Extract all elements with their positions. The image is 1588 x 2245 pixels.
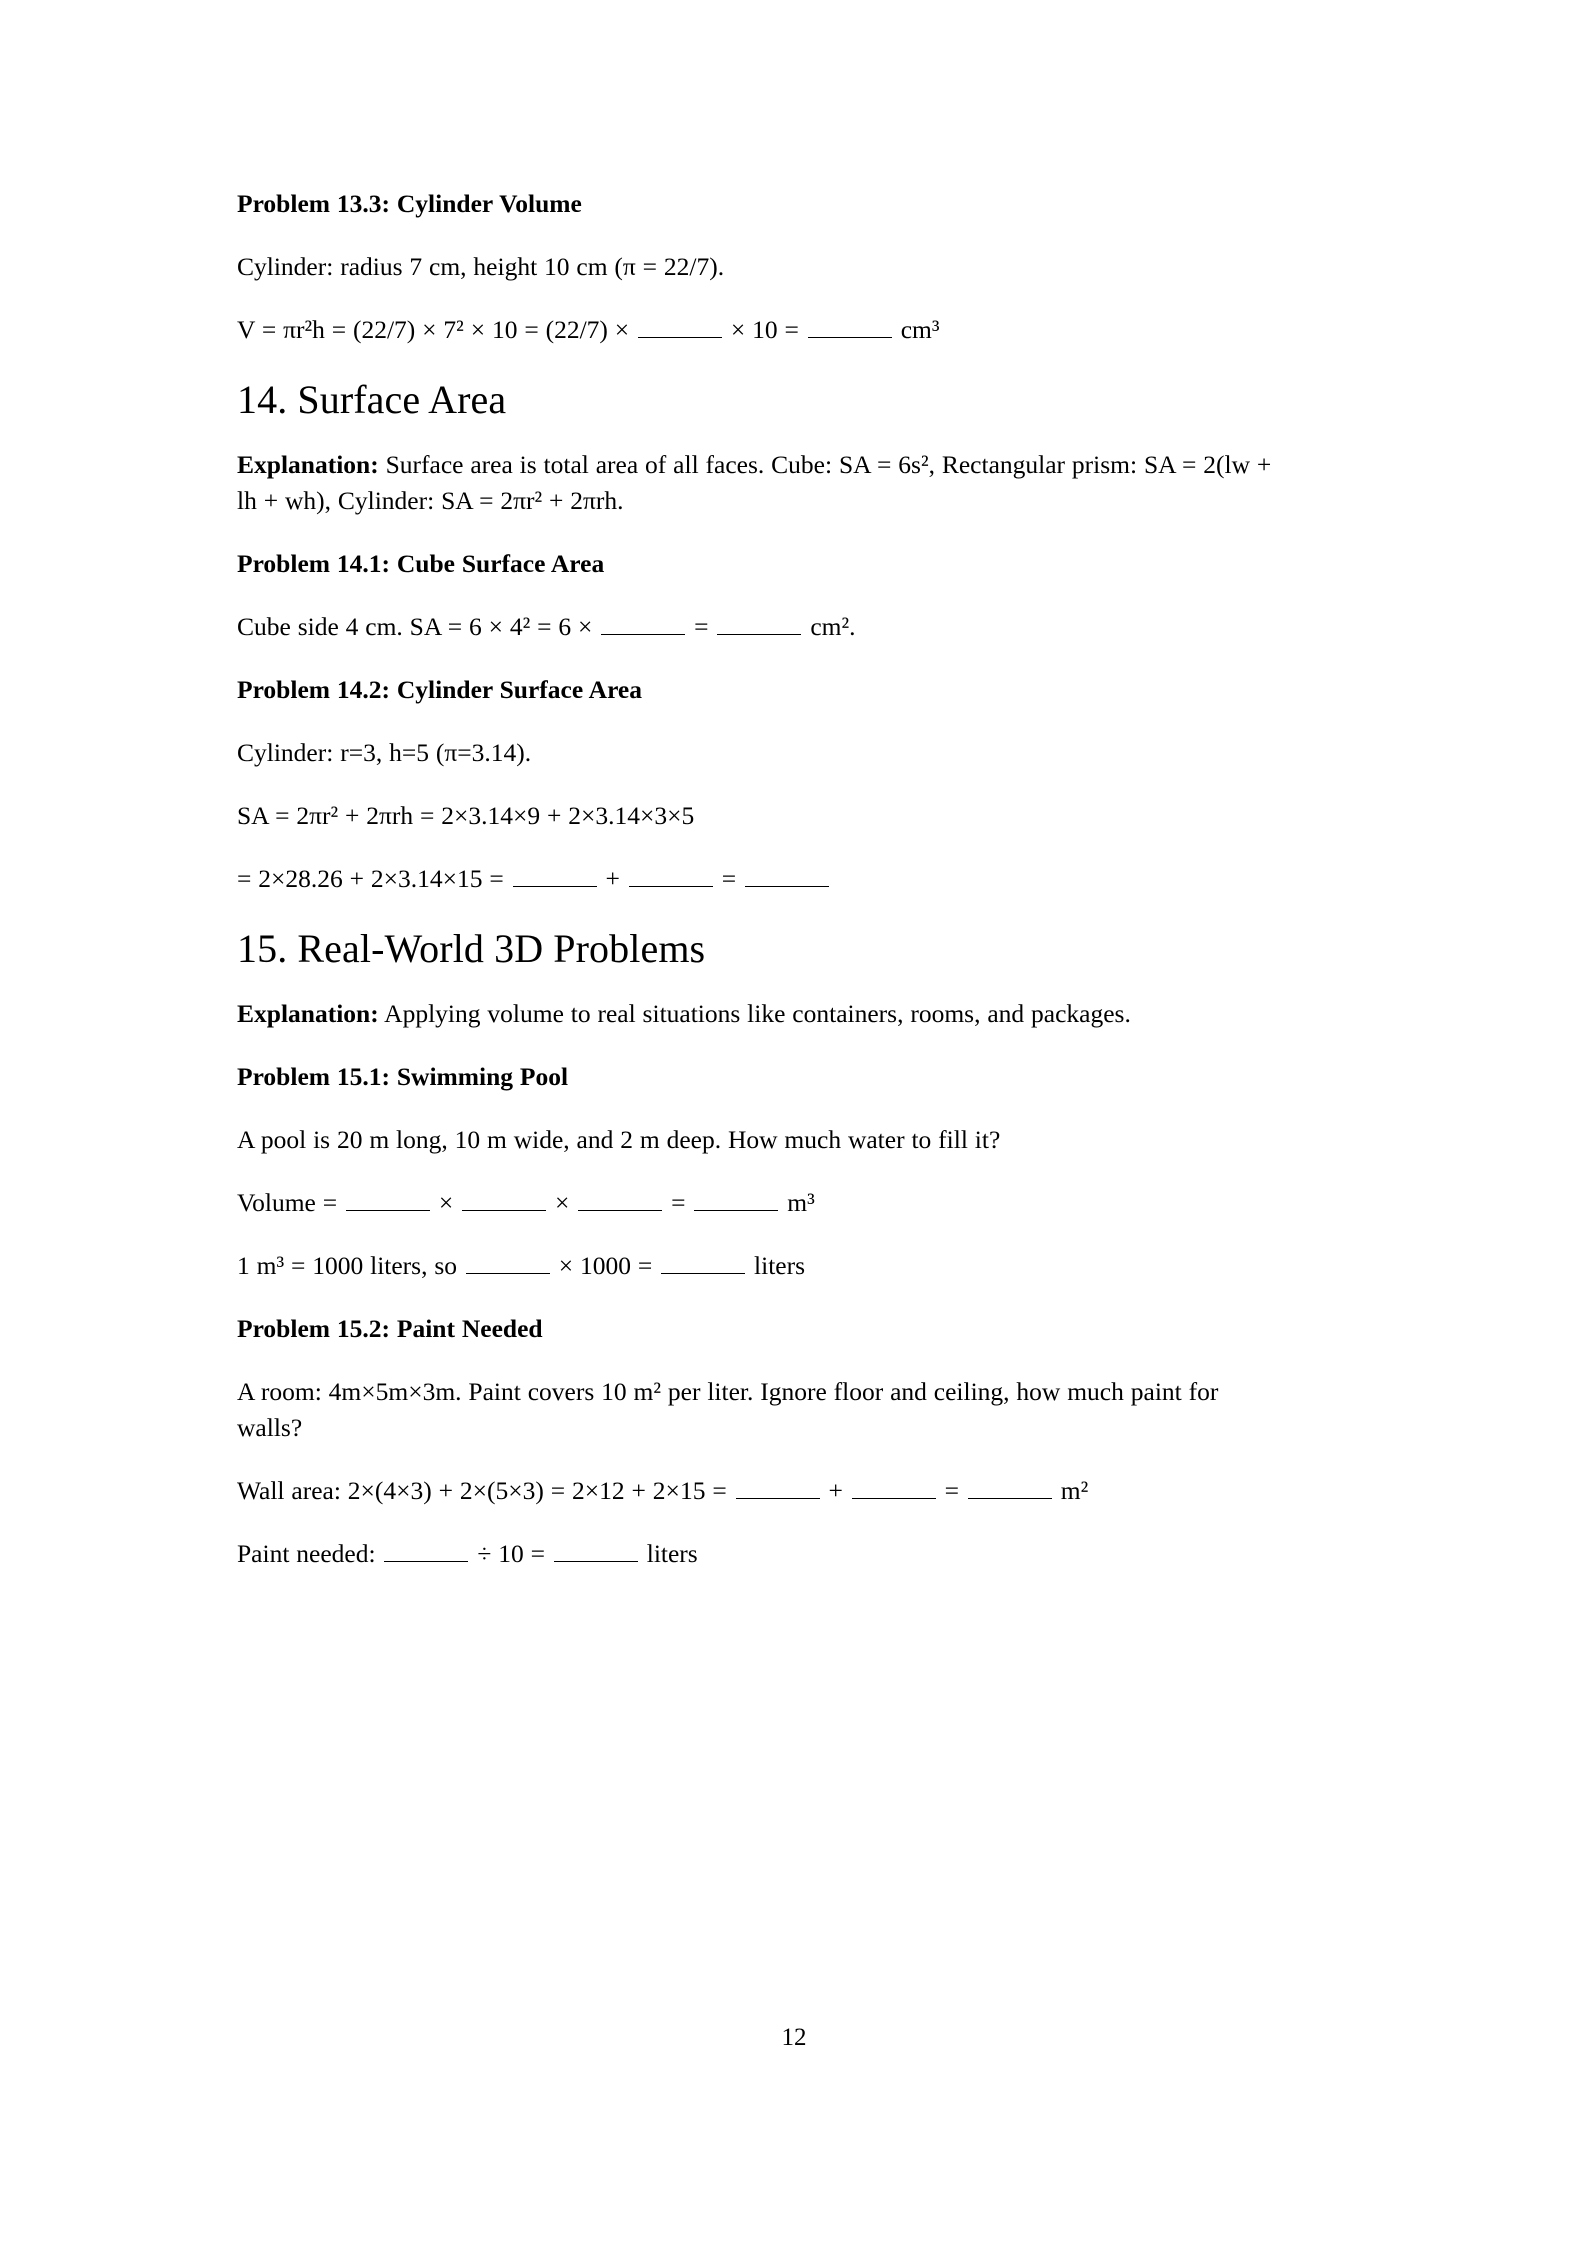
formula-segment: = — [664, 1188, 693, 1217]
formula-segment: × 1000 = — [551, 1251, 660, 1280]
problem-14-2-formula-line-2 — [237, 861, 1273, 897]
formula-segment: Volume = — [237, 1188, 344, 1217]
formula-segment: = — [937, 1476, 966, 1505]
answer-blank[interactable] — [638, 315, 722, 338]
answer-blank[interactable] — [462, 1188, 546, 1211]
problem-15-2-paint-line — [237, 1536, 1273, 1572]
answer-blank[interactable] — [629, 864, 713, 887]
problem-15-1-volume-line — [237, 1185, 1273, 1221]
page-content — [237, 186, 1273, 1599]
formula-segment: cm³ — [893, 315, 940, 344]
answer-blank[interactable] — [808, 315, 892, 338]
problem-14-1-formula-line — [237, 609, 1273, 645]
answer-blank[interactable] — [466, 1251, 550, 1274]
problem-14-1-heading: Problem 14.1: Cube Surface Area — [237, 549, 605, 578]
formula-segment: cm². — [803, 612, 856, 641]
answer-blank[interactable] — [384, 1539, 468, 1562]
answer-blank[interactable] — [968, 1476, 1052, 1499]
formula-segment: V = πr²h = (22/7) × 7² × 10 = (22/7) × — [237, 315, 637, 344]
formula-segment: liters — [747, 1251, 806, 1280]
formula-segment: = 2×28.26 + 2×3.14×15 = — [237, 864, 511, 893]
explanation-label: Explanation: — [237, 999, 379, 1028]
answer-blank[interactable] — [661, 1251, 745, 1274]
problem-14-2-formula-line-1: SA = 2πr² + 2πrh = 2×3.14×9 + 2×3.14×3×5 — [237, 801, 695, 830]
explanation-label: Explanation: — [237, 450, 379, 479]
answer-blank[interactable] — [513, 864, 597, 887]
formula-segment: liters — [639, 1539, 698, 1568]
problem-15-1-heading: Problem 15.1: Swimming Pool — [237, 1062, 569, 1091]
section-15-explanation — [237, 996, 1273, 1032]
formula-segment: Paint needed: — [237, 1539, 383, 1568]
problem-15-1-question: A pool is 20 m long, 10 m wide, and 2 m deep. How much water to fill it? — [237, 1125, 1001, 1154]
formula-segment: = — [714, 864, 743, 893]
section-heading-15: 15. Real-World 3D Problems — [237, 926, 706, 971]
answer-blank[interactable] — [736, 1476, 820, 1499]
answer-blank[interactable] — [717, 612, 801, 635]
answer-blank[interactable] — [852, 1476, 936, 1499]
formula-segment: m² — [1053, 1476, 1089, 1505]
problem-15-1-liters-line — [237, 1248, 1273, 1284]
section-heading-14: 14. Surface Area — [237, 377, 507, 422]
formula-segment: ÷ 10 = — [470, 1539, 552, 1568]
section-14-explanation — [237, 447, 1273, 519]
answer-blank[interactable] — [694, 1188, 778, 1211]
formula-segment: m³ — [780, 1188, 815, 1217]
formula-segment: × — [548, 1188, 577, 1217]
problem-14-2-heading: Problem 14.2: Cylinder Surface Area — [237, 675, 642, 704]
answer-blank[interactable] — [554, 1539, 638, 1562]
problem-15-2-question: A room: 4m×5m×3m. Paint covers 10 m² per liter. Ignore floor and ceiling, how much paint for walls? — [237, 1377, 1219, 1442]
formula-segment: + — [598, 864, 627, 893]
formula-segment: Wall area: 2×(4×3) + 2×(5×3) = 2×12 + 2×15 = — [237, 1476, 734, 1505]
answer-blank[interactable] — [745, 864, 829, 887]
problem-14-2-setup: Cylinder: r=3, h=5 (π=3.14). — [237, 738, 532, 767]
problem-15-2-heading: Problem 15.2: Paint Needed — [237, 1314, 543, 1343]
answer-blank[interactable] — [346, 1188, 430, 1211]
formula-segment: Cube side 4 cm. SA = 6 × 4² = 6 × — [237, 612, 600, 641]
answer-blank[interactable] — [578, 1188, 662, 1211]
problem-13-3-formula-line — [237, 312, 1273, 348]
page-number: 12 — [781, 2024, 807, 2051]
formula-segment: = — [687, 612, 716, 641]
problem-13-3-setup: Cylinder: radius 7 cm, height 10 cm (π = 22/7). — [237, 252, 725, 281]
problem-15-2-wall-area-line — [237, 1473, 1273, 1509]
formula-segment: × 10 = — [724, 315, 806, 344]
explanation-text: Surface area is total area of all faces. Cube: SA = 6s², Rectangular prism: SA = 2(lw + lh + wh), Cylinder: SA = 2πr² + 2πrh. — [237, 450, 1272, 515]
answer-blank[interactable] — [601, 612, 685, 635]
formula-segment: × — [432, 1188, 461, 1217]
explanation-text: Applying volume to real situations like containers, rooms, and packages. — [378, 999, 1131, 1028]
problem-13-3-heading: Problem 13.3: Cylinder Volume — [237, 189, 582, 218]
formula-segment: 1 m³ = 1000 liters, so — [237, 1251, 464, 1280]
formula-segment: + — [821, 1476, 850, 1505]
